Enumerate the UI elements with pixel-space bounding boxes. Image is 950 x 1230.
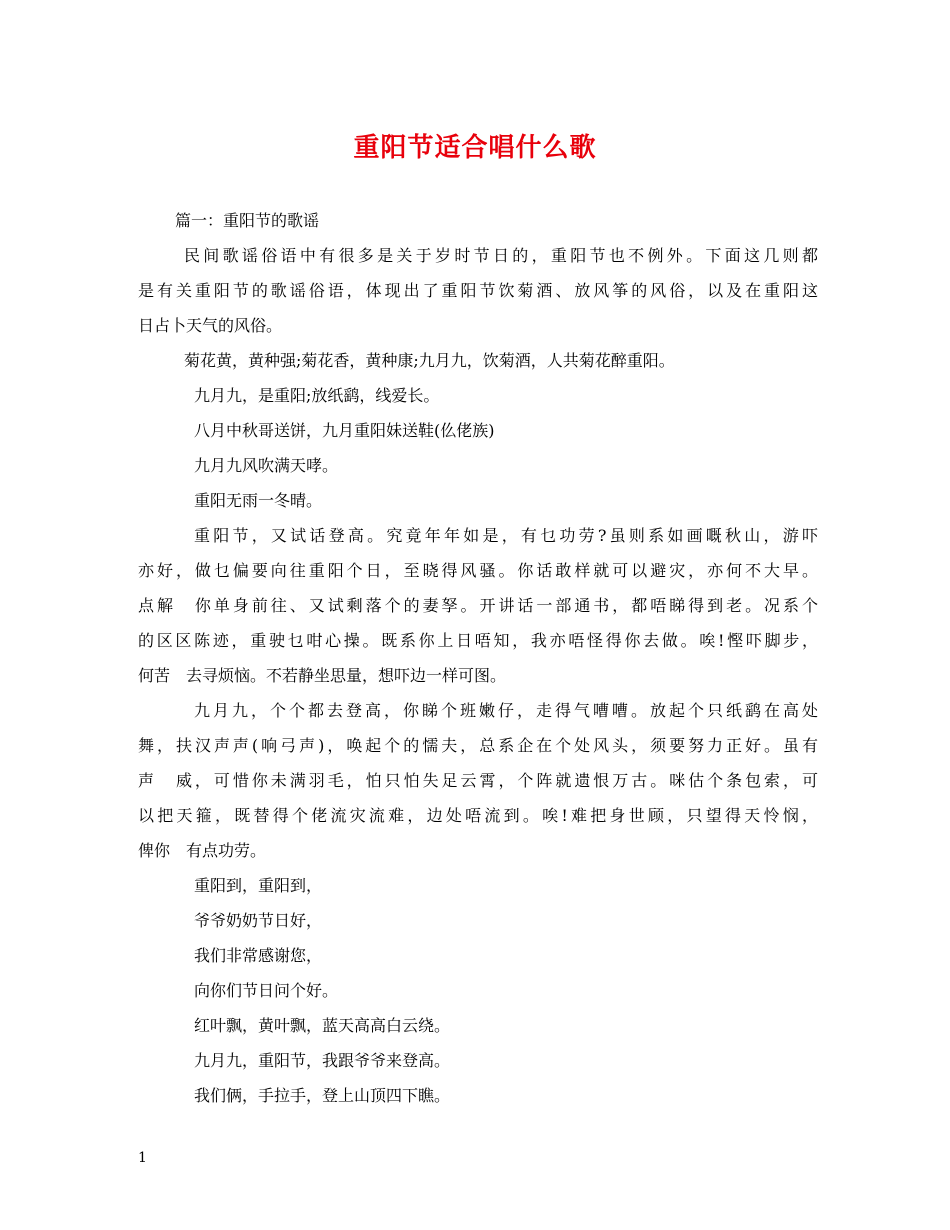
text-line: 九月九，个个都去登高，你睇个班嫩仔，走得气嘈嘈。放起个只纸鹞在高处 (194, 701, 818, 720)
text-line: 九月九风吹满天哮。 (194, 456, 339, 475)
text-line: 点解 你单身前往、又试剩落个的妻孥。开讲话一部通书，都唔睇得到老。况系个 (138, 596, 818, 615)
text-line: 红叶飘，黄叶飘，蓝天高高白云绕。 (194, 1016, 451, 1035)
text-line: 篇一：重阳节的歌谣 (175, 211, 320, 230)
text-line: 九月九，重阳节，我跟爷爷来登高。 (194, 1051, 451, 1070)
text-line: 的区区陈迹，重驶乜咁心操。既系你上日唔知，我亦唔怪得你去做。唉!慳吓脚步， (138, 631, 818, 650)
text-line: 亦好，做乜偏要向往重阳个日，至晓得风骚。你话敢样就可以避灾，亦何不大早。 (138, 561, 818, 580)
page-number: 1 (138, 1150, 147, 1166)
document-body (138, 203, 818, 1113)
text-line: 向你们节日问个好。 (194, 981, 339, 1000)
text-line: 重阳到，重阳到， (194, 876, 323, 895)
page-title: 重阳节适合唱什么歌 (353, 133, 597, 163)
text-line: 以把天箍，既替得个佬流灾流难，边处唔流到。唉!难把身世顾，只望得天怜悯， (138, 806, 818, 825)
text-line: 菊花黄，黄种强;菊花香，黄种康;九月九，饮菊酒，人共菊花醉重阳。 (184, 351, 675, 370)
text-line: 是有关重阳节的歌谣俗语，体现出了重阳节饮菊酒、放风筝的风俗，以及在重阳这 (138, 281, 818, 300)
text-line: 何苦 去寻烦恼。不若静坐思量，想吓边一样可图。 (138, 666, 507, 685)
text-line: 八月中秋哥送饼，九月重阳妹送鞋(仫佬族) (194, 421, 495, 440)
text-line: 舞，扶汉声声(响弓声)，唤起个的懦夫，总系企在个处风头，须要努力正好。虽有 (138, 736, 818, 755)
text-line: 日占卜天气的风俗。 (138, 316, 283, 335)
text-line: 声 威，可惜你未满羽毛，怕只怕失足云霄，个阵就遗恨万古。咪估个条包索，可 (138, 771, 818, 790)
text-line: 重阳节，又试话登高。究竟年年如是，有乜功劳?虽则系如画嘅秋山，游吓 (194, 526, 818, 545)
text-line: 九月九，是重阳;放纸鹞，线爱长。 (194, 386, 440, 405)
text-line: 爷爷奶奶节日好， (194, 911, 323, 930)
text-line: 我们俩，手拉手，登上山顶四下瞧。 (194, 1086, 451, 1105)
text-line: 我们非常感谢您， (194, 946, 323, 965)
text-line: 重阳无雨一冬晴。 (194, 491, 323, 510)
text-line: 民间歌谣俗语中有很多是关于岁时节日的，重阳节也不例外。下面这几则都 (184, 246, 818, 265)
text-line: 俾你 有点功劳。 (138, 841, 267, 860)
